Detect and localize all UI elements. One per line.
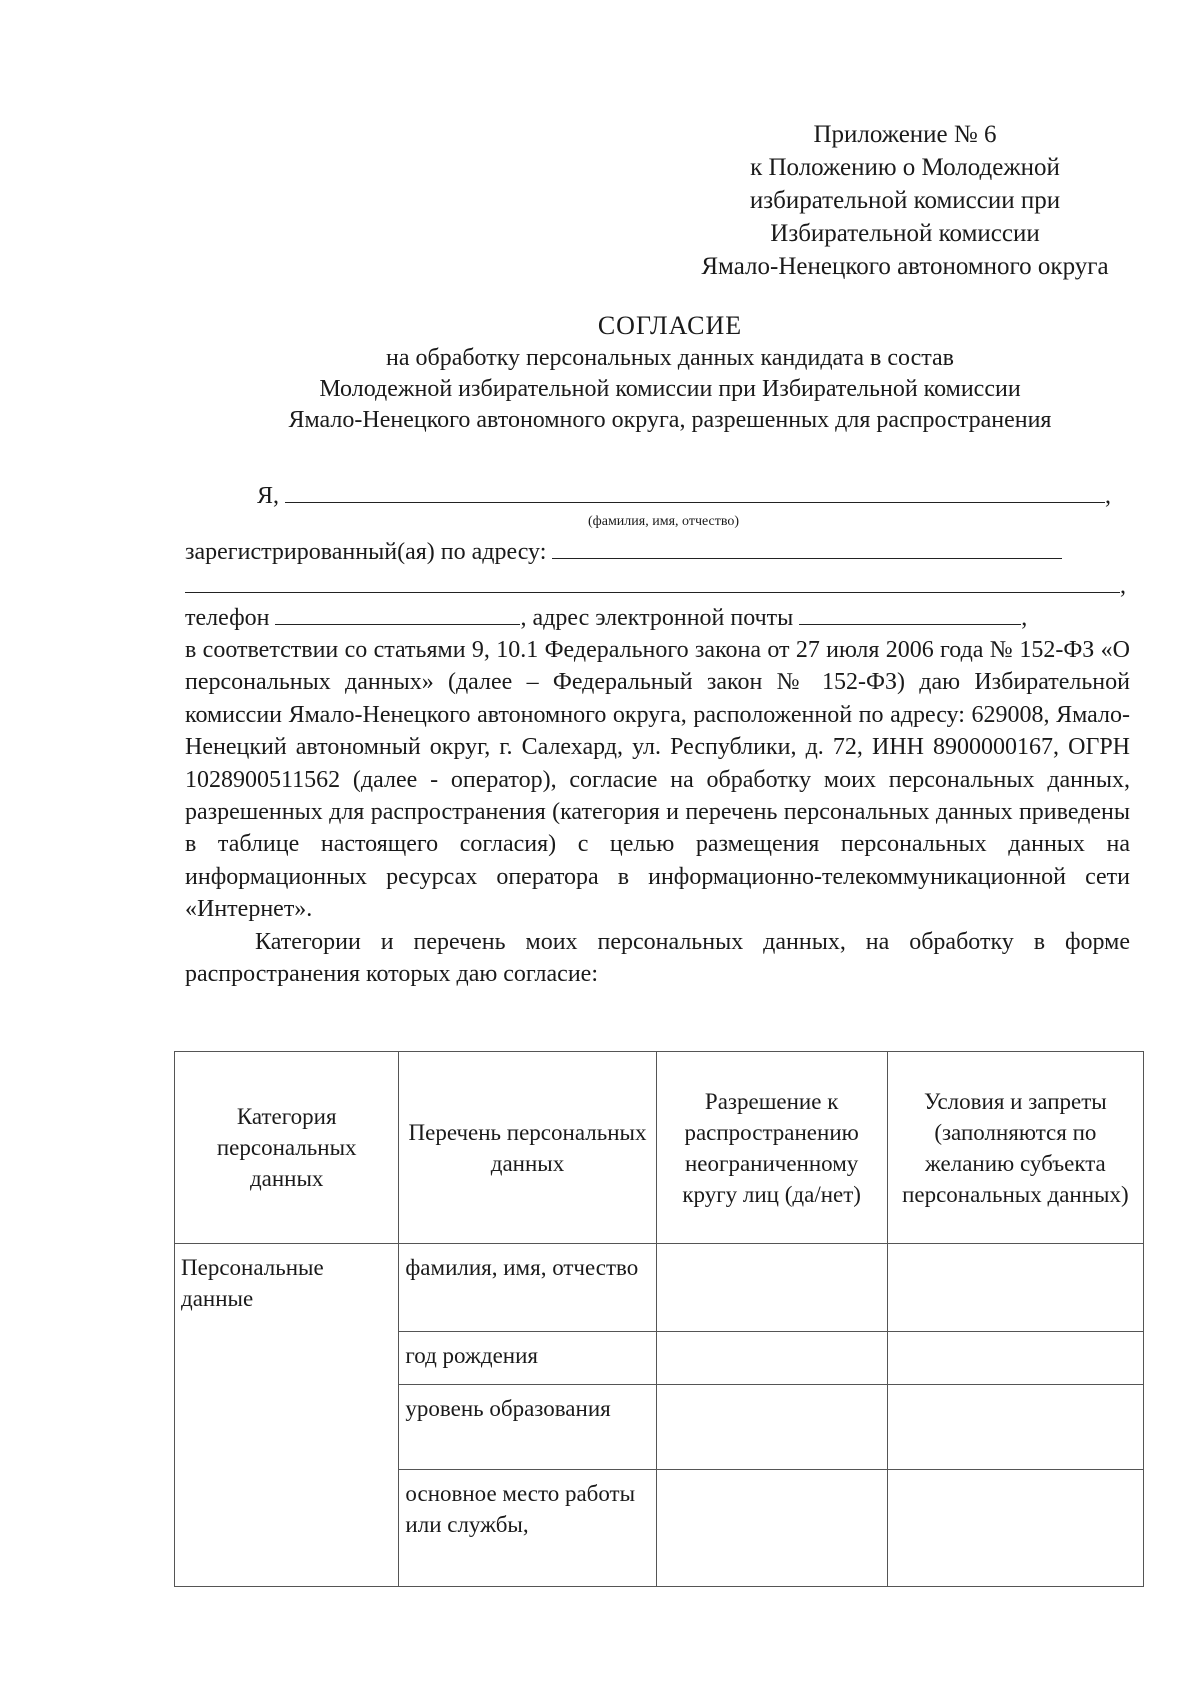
header-list: Перечень персональных данных [399, 1052, 656, 1244]
document-title: СОГЛАСИЕ [597, 311, 743, 340]
conditions-cell[interactable] [887, 1244, 1143, 1332]
i-label: Я, [257, 483, 280, 509]
appendix-line: избирательной комиссии при [749, 187, 1061, 214]
appendix-line: Приложение № 6 [813, 121, 997, 148]
address-continuation-line [185, 570, 1126, 601]
data-item-cell: основное место работы или службы, [399, 1470, 656, 1587]
permission-cell[interactable] [656, 1470, 887, 1587]
conditions-cell[interactable] [887, 1385, 1143, 1470]
consent-paragraph: в соответствии со статьями 9, 10.1 Федерального закона от 27 июля 2006 года № 152-ФЗ «О персональных данных» (далее – Федеральный закон № 152-ФЗ) даю Избирательной комиссии Ямало-Ненецкого автономного округа, расположенной по адресу: 629008, Ямало-Ненецкий автономный округ, г. Салехард, ул. Республики, д. 72, ИНН 8900000167, ОГРН 1028900511562 (далее - оператор), согласие на обработку моих персональных данных, разрешенных для распространения (категория и перечень персональных данных приведены в таблице настоящего согласия) с целью размещения персональных данных на информационных ресурсах оператора в информационно-телекоммуникационной сети «Интернет». [185, 637, 1130, 923]
full-name-field[interactable] [285, 480, 1105, 503]
address-label: зарегистрированный(ая) по адресу: [185, 539, 547, 565]
comma: , [1105, 483, 1112, 509]
header-permission: Разрешение к распространению неограниченному кругу лиц (да/нет) [656, 1052, 887, 1244]
appendix-line: к Положению о Молодежной [750, 154, 1060, 181]
conditions-cell[interactable] [887, 1470, 1143, 1587]
category-cell: Персональные данные [175, 1244, 399, 1587]
conditions-cell[interactable] [887, 1332, 1143, 1385]
comma: , [1120, 573, 1126, 599]
contact-line [185, 602, 1027, 633]
header-conditions: Условия и запреты (заполняются по желанию субъекта персональных данных) [887, 1052, 1143, 1244]
title-block [160, 309, 1180, 436]
subtitle-line: Ямало-Ненецкого автономного округа, разрешенных для распространения [288, 407, 1052, 433]
categories-intro: Категории и перечень моих персональных данных, на обработку в форме распространения которых даю согласие: [185, 928, 1130, 988]
data-item-cell: уровень образования [399, 1385, 656, 1470]
email-field[interactable] [799, 602, 1021, 625]
comma: , [1021, 605, 1028, 631]
phone-field[interactable] [275, 602, 520, 625]
permission-cell[interactable] [656, 1332, 887, 1385]
consent-body [185, 634, 1130, 990]
appendix-line: Избирательной комиссии [770, 220, 1040, 247]
address-line [185, 536, 1062, 567]
name-hint: (фамилия, имя, отчество) [588, 514, 740, 529]
table-row [175, 1244, 1144, 1332]
permission-cell[interactable] [656, 1385, 887, 1470]
address-field[interactable] [552, 536, 1062, 559]
subtitle-line: Молодежной избирательной комиссии при Избирательной комиссии [319, 376, 1021, 402]
data-item-cell: год рождения [399, 1332, 656, 1385]
appendix-line: Ямало-Ненецкого автономного округа [701, 253, 1109, 280]
phone-label: телефон [185, 605, 270, 631]
permission-cell[interactable] [656, 1244, 887, 1332]
subtitle-line: на обработку персональных данных кандидата в состав [385, 345, 954, 371]
name-line [257, 480, 1111, 511]
address-field-continuation[interactable] [185, 570, 1120, 593]
appendix-reference [650, 118, 1160, 283]
header-category: Категория персональных данных [175, 1052, 399, 1244]
personal-data-table [174, 1051, 1144, 1587]
data-item-cell: фамилия, имя, отчество [399, 1244, 656, 1332]
email-label: , адрес электронной почты [520, 605, 794, 631]
table-header-row [175, 1052, 1144, 1244]
